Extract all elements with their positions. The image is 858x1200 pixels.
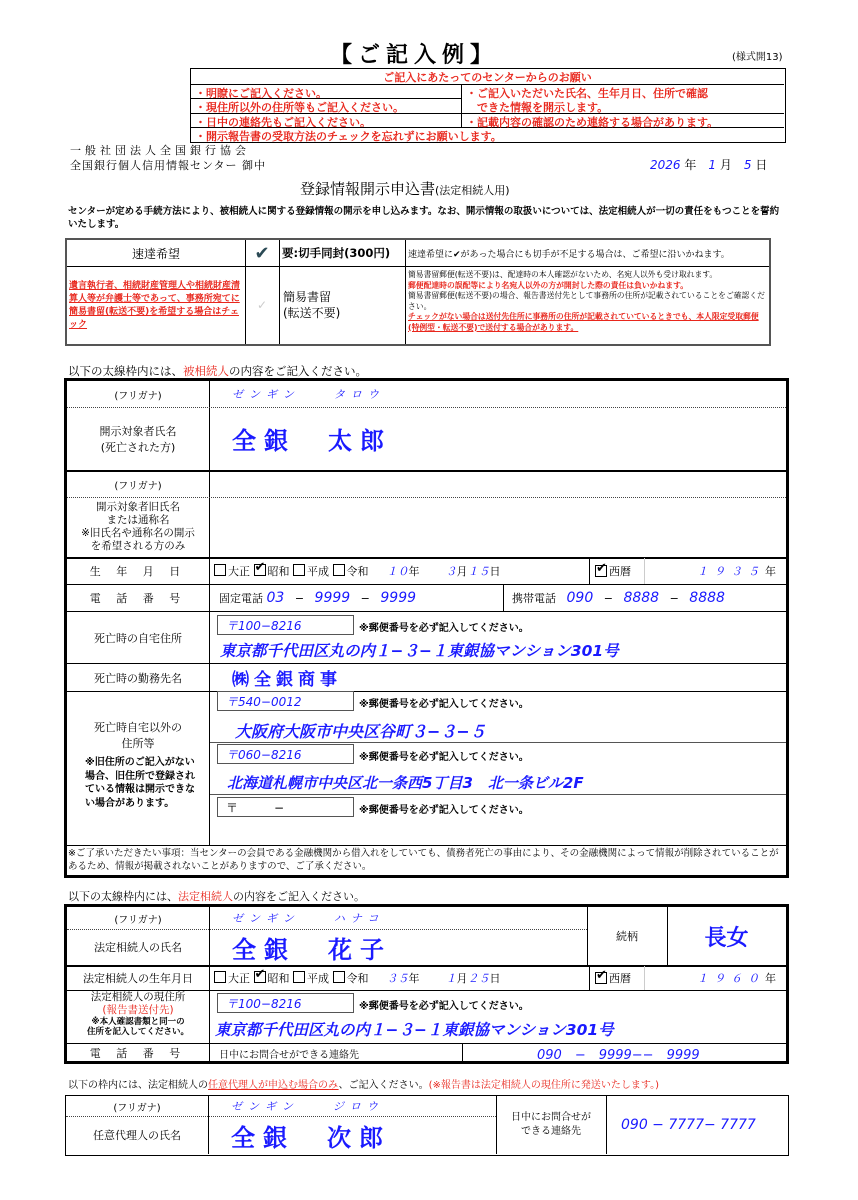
application-date: 2026 年 1 月 5 日: [650, 158, 768, 172]
deceased-info-box: [64, 378, 789, 878]
phone-label: 電 話 番 号: [89, 592, 187, 605]
notice-item: ・記載内容の確認のため連絡する場合があります。: [466, 116, 719, 129]
mobile-field[interactable]: 携帯電話 090 − 8888 − 8888: [512, 590, 725, 606]
express-checkbox[interactable]: ✔: [254, 242, 270, 264]
heir-seireki-checkbox[interactable]: ✔ 西暦: [595, 966, 631, 990]
heir-phone-label: 電 話 番 号: [89, 1047, 187, 1060]
document-title: 登録情報開示申込書(法定相続人用): [300, 180, 510, 198]
agent-name-field[interactable]: 全銀 次郎: [231, 1123, 391, 1152]
deceased-name-field[interactable]: 全銀 太郎: [232, 427, 392, 455]
name-label: 開示対象者氏名 (死亡された方): [99, 424, 177, 454]
addressee-line1: 一般社団法人全国銀行協会: [70, 144, 250, 157]
home-zip-field[interactable]: 〒100−8216: [217, 615, 354, 635]
era-taisho-checkbox[interactable]: 大正: [214, 970, 250, 986]
notice-item: ・日中の連絡先もご記入ください。: [195, 116, 371, 129]
agent-contact-field[interactable]: 090 − 7777− 7777: [621, 1117, 756, 1133]
old-furigana-field[interactable]: [210, 471, 786, 497]
heir-birth-label: 法定相続人の生年月日: [83, 972, 193, 985]
section3-intro: 以下の枠内には、法定相続人の任意代理人が申込む場合のみ、ご記入ください。(※報告書は法定相続人の現住所に発送いたします。): [68, 1080, 659, 1091]
other-zip-field[interactable]: 〒060−8216: [217, 744, 354, 764]
birth-month[interactable]: ３: [445, 565, 457, 578]
notice-item: ・ご記入いただいた氏名、生年月日、住所で確認: [466, 87, 708, 100]
furigana-label: (フリガナ): [114, 390, 162, 402]
era-heisei-checkbox[interactable]: 平成: [293, 563, 329, 579]
heir-birth-year[interactable]: ３５: [386, 972, 409, 985]
era-reiwa-checkbox[interactable]: 令和: [333, 970, 369, 986]
delivery-table: [65, 238, 771, 346]
addressee-line2: 全国銀行個人信用情報センター 御中: [70, 159, 267, 172]
relation-field[interactable]: 長女: [704, 925, 749, 951]
old-name-field[interactable]: [210, 497, 786, 557]
registered-condition: 遺言執行者、相続財産管理人や相続財産清算人等が弁護士等であって、事務所宛てに簡易書留(転送不要)を希望する場合はチェック: [69, 281, 241, 330]
heir-birth-month[interactable]: １: [445, 972, 457, 985]
home-address-label: 死亡時の自宅住所: [94, 631, 182, 645]
heir-era-options: 大正 ✔ 昭和 平成 令和 ３５ 年 １ 月 ２５ 日: [214, 966, 501, 990]
notice-item: ・現住所以外の住所等もご記入ください。: [195, 101, 404, 114]
heir-info-box: [64, 904, 789, 1064]
heir-name-label: 法定相続人の氏名: [94, 941, 182, 954]
landline-field[interactable]: 固定電話 03 − 9999 − 9999: [219, 590, 417, 606]
zip-note: ※郵便番号を必ず記入してください。: [359, 752, 529, 763]
section2-intro: 以下の太線枠内には、法定相続人の内容をご記入ください。: [68, 890, 365, 903]
express-note: 速達希望に✔があった場合にも切手が不足する場合は、ご希望に沿いかねます。: [408, 249, 730, 260]
era-showa-checkbox[interactable]: ✔ 昭和: [254, 970, 290, 986]
other-address-field[interactable]: 北海道札幌市中央区北一条西5丁目3 北一条ビル2F: [227, 774, 584, 792]
old-name-label: 開示対象者旧氏名 または通称名 ※旧氏名や通称名の開示 を希望される方のみ: [81, 501, 195, 552]
express-label: 速達希望: [131, 246, 180, 261]
other-zip-field[interactable]: 〒540−0012: [217, 691, 354, 711]
heir-address-label: 法定相続人の現住所 (報告書送付先) ※本人確認書類と同一の 住所を記入してください。: [86, 991, 189, 1037]
birth-label: 生 年 月 日: [89, 565, 187, 578]
heir-phone-field[interactable]: 090 − 9999−− 9999: [537, 1047, 700, 1063]
other-address-field[interactable]: 大阪府大阪市中央区谷町３−３−５: [235, 722, 486, 741]
other-address-label: 死亡時自宅以外の 住所等: [94, 721, 182, 750]
seireki-checkbox[interactable]: ✔ 西暦: [595, 558, 631, 584]
notice-heading: ご記入にあたってのセンターからのお願い: [383, 70, 592, 84]
zip-note: ※郵便番号を必ず記入してください。: [359, 699, 529, 710]
furigana-label: (フリガナ): [114, 914, 162, 926]
heir-seireki-year[interactable]: １９６０ 年: [697, 972, 776, 985]
agent-info-box: [65, 1095, 789, 1156]
zip-note: ※郵便番号を必ず記入してください。: [359, 1001, 529, 1012]
heir-zip-field[interactable]: 〒100−8216: [217, 993, 354, 1013]
notice-item: できた情報を開示します。: [466, 101, 609, 114]
era-taisho-checkbox[interactable]: 大正: [214, 563, 250, 579]
era-heisei-checkbox[interactable]: 平成: [293, 970, 329, 986]
heir-address-field[interactable]: 東京都千代田区丸の内１−３−１東銀協マンション301号: [215, 1021, 614, 1039]
agent-furigana-field[interactable]: ゼンギン ジロウ: [231, 1100, 384, 1113]
workplace-label: 死亡時の勤務先名: [94, 671, 182, 685]
section1-intro: 以下の太線枠内には、被相続人の内容をご記入ください。: [68, 364, 367, 378]
home-address-field[interactable]: 東京都千代田区丸の内１−３−１東銀協マンション301号: [220, 642, 619, 660]
seireki-year[interactable]: １９３５ 年: [697, 565, 776, 578]
agent-contact-label: 日中にお問合せが できる連絡先: [511, 1112, 591, 1137]
relation-label: 続柄: [616, 930, 638, 943]
intro-text: センターが定める手続方法により、被相続人に関する登録情報の開示を申し込みます。なお、開示情報の取扱いについては、法定相続人が一切の責任をもつことを誓約いたします。: [68, 206, 780, 230]
other-address-note: ※旧住所のご記入がない場合、旧住所で登録されている情報は開示できない場合があります。: [85, 757, 195, 809]
heir-phone-sublabel: 日中にお問合せができる連絡先: [219, 1049, 359, 1061]
birth-year[interactable]: １０: [386, 565, 409, 578]
birth-day[interactable]: １５: [467, 565, 490, 578]
registered-checkbox[interactable]: ✓: [256, 298, 268, 312]
agent-name-label: 任意代理人の氏名: [93, 1129, 181, 1142]
heir-birth-day[interactable]: ２５: [467, 972, 490, 985]
other-zip-field[interactable]: 〒 −: [217, 797, 354, 817]
other-address-field[interactable]: [217, 821, 777, 843]
zip-note: ※郵便番号を必ず記入してください。: [359, 623, 529, 634]
notice-item: ・開示報告書の受取方法のチェックを忘れずにお願いします。: [195, 130, 502, 143]
deceased-furigana-field[interactable]: ゼンギン タロウ: [232, 388, 385, 401]
registered-notes: 簡易書留郵便(転送不要)は、配達時の本人確認がないため、名宛人以外も受け取れます。 郵便配達時の誤配等により名宛人以外の方が開封した際の責任は負いかねます。 簡易書留郵便(転送不要)の場合、報告書送付先として事務所の住所が記載されていることをご確認ください。 チェックがない場合は送付先住所に事務所の住所が記載されていているときでも、本人限定受取郵便(特例型・転送不要)で送付する場合があります。: [408, 270, 765, 332]
furigana-label: (フリガナ): [113, 1102, 161, 1114]
zip-note: ※郵便番号を必ず記入してください。: [359, 805, 529, 816]
notice-item: ・明瞭にご記入ください。: [195, 87, 327, 100]
disclaimer: ※ご了承いただきたい事項：当センターの会員である金融機関から借入れをしていても、債務者死亡の事由により、その金融機関によって情報が削除されていることがあるため、情報が掲載されないことがありますので、ご了承ください。: [68, 848, 779, 872]
heir-furigana-field[interactable]: ゼンギン ハナコ: [232, 912, 385, 925]
heir-name-field[interactable]: 全銀 花子: [232, 935, 392, 964]
furigana2-label: (フリガナ): [114, 480, 162, 492]
registered-option: 簡易書留 (転送不要): [283, 290, 341, 320]
era-options: 大正 ✔ 昭和 平成 令和 １０ 年 ３ 月 １５ 日: [214, 558, 501, 584]
notice-box: [190, 68, 786, 143]
era-reiwa-checkbox[interactable]: 令和: [333, 563, 369, 579]
era-showa-checkbox[interactable]: ✔ 昭和: [254, 563, 290, 579]
form-number: (様式開13): [732, 52, 783, 63]
example-title: 【ご記入例】: [330, 43, 499, 68]
express-option: 要:切手同封(300円): [282, 246, 391, 260]
workplace-field[interactable]: ㈱全銀商事: [232, 670, 342, 690]
